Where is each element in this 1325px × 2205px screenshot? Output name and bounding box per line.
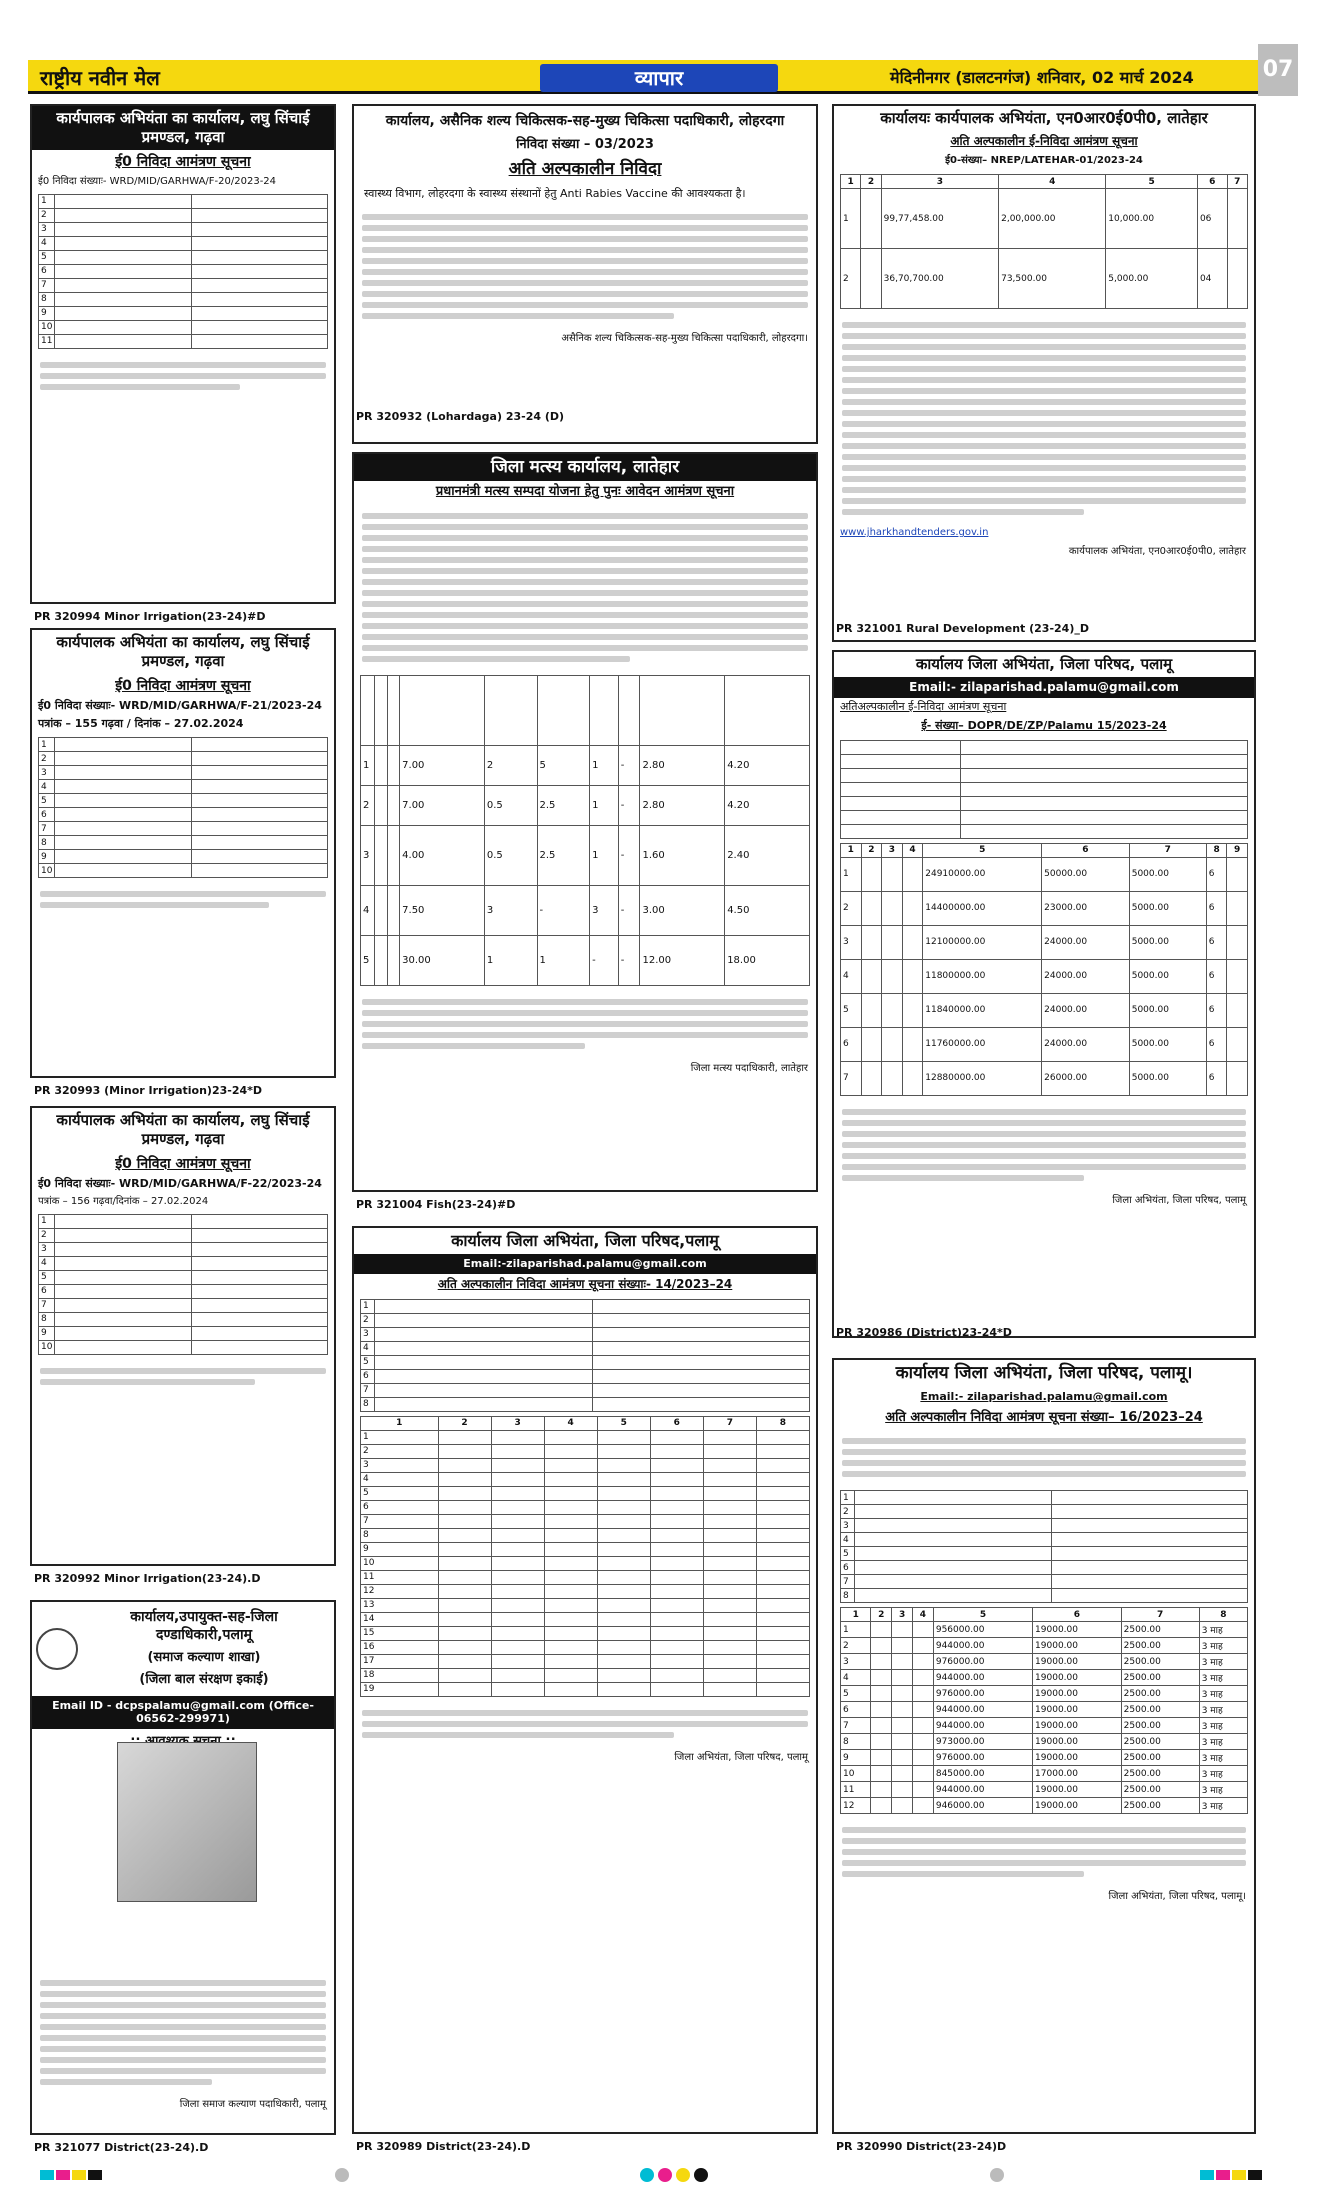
ad-signer: कार्यपालक अभियंता, एन0आर0ई0पी0, लातेहार bbox=[1068, 546, 1246, 558]
ad-body-text bbox=[354, 504, 816, 671]
registration-cyan bbox=[1200, 2170, 1214, 2180]
pr-code: PR 321077 District(23-24).D bbox=[34, 2141, 209, 2154]
dateline: मेदिनीनगर (डालटनगंज) शनिवार, 02 मार्च 2024 bbox=[890, 68, 1194, 87]
ad-body-lead: स्वास्थ्य विभाग, लोहरदगा के स्वास्थ्य संस्थानों हेतु Anti Rabies Vaccine की आवश्यकता है। bbox=[364, 187, 746, 200]
ad-reference: ई- संख्या– DOPR/DE/ZP/Palamu 15/2023-24 bbox=[921, 719, 1167, 733]
tender-table: 1 2 3 4 5 6 7 8 9 10 11 bbox=[38, 194, 328, 349]
ad-body-text bbox=[834, 313, 1254, 524]
ad-footer-text bbox=[354, 990, 816, 1058]
scheme-table: 1 7.00 2 5 1 - 2.80 4.20 2 7.00 0.5 2.5 1 - 2.80 4.20 3 4.00 0.5 2.5 1 - 1.60 2.40 4 7.50 3 - 3 - 3.00 4.50 5 30.00 1 1 - - 12.00 18.00 bbox=[360, 675, 810, 986]
pr-code: PR 320989 District(23-24).D bbox=[356, 2140, 531, 2153]
tender-ad-zila-parishad-14 bbox=[352, 1226, 818, 2134]
ad-body-text bbox=[32, 1359, 334, 1394]
pr-code: PR 320994 Minor Irrigation(23-24)#D bbox=[34, 610, 266, 623]
ad-title: कार्यालय जिला अभियंता, जिला परिषद, पलामू। bbox=[895, 1363, 1193, 1383]
pr-code: PR 320993 (Minor Irrigation)23-24*D bbox=[34, 1084, 263, 1097]
ad-patrank: पत्रांक – 156 गढ़वा/दिनांक – 27.02.2024 bbox=[38, 1195, 209, 1207]
pr-code: PR 320992 Minor Irrigation(23-24).D bbox=[34, 1572, 261, 1585]
ad-email: Email:-zilaparishad.palamu@gmail.com bbox=[354, 1254, 816, 1274]
ad-subtitle: ई0 निविदा आमंत्रण सूचना bbox=[115, 677, 251, 694]
works-table: 1 2 3 4 5 6 7 8 9 1 24910000.00 50000.00 5000.00 6 2 14400000.00 23000.00 5000.00 6 3 12100000.00 24000.00 5000.00 6 4 11800000.00 24000.00 5000.00 6 5 11840000.00 24000.00 5000.00 6 6 11760000.00 24000.00 5000.00 6 7 12880000.00 26000.00 5000.00 6 bbox=[840, 843, 1248, 1096]
child-photo bbox=[117, 1742, 257, 1902]
registration-magenta bbox=[56, 2170, 70, 2180]
ad-line2: (समाज कल्याण शाखा) bbox=[147, 1650, 261, 1665]
ad-title: कार्यपालक अभियंता का कार्यालय, लघु सिंचाई प्रमण्डल, गढ़वा bbox=[56, 633, 310, 670]
ad-subtitle: अतिअल्पकालीन ई-निविदा आमंत्रण सूचना bbox=[840, 699, 1007, 713]
registration-cyan bbox=[40, 2170, 54, 2180]
section-label: व्यापार bbox=[540, 64, 778, 92]
ad-signer: असैनिक शल्य चिकित्सक-सह-मुख्य चिकित्सा पदाधिकारी, लोहरदगा। bbox=[561, 333, 808, 345]
ad-footer-text bbox=[834, 1818, 1254, 1886]
ad-subtitle: ई0 निविदा आमंत्रण सूचना bbox=[115, 153, 251, 170]
registration-dot-yellow bbox=[676, 2168, 690, 2182]
ad-reference: ई0-संख्या– NREP/LATEHAR-01/2023-24 bbox=[945, 154, 1143, 166]
ad-subtitle: अति अल्पकालीन निविदा bbox=[508, 158, 662, 179]
ad-title: कार्यालय,उपायुक्त-सह-जिला दण्डाधिकारी,पलामू bbox=[130, 1609, 278, 1643]
ad-title: कार्यालय जिला अभियंता, जिला परिषद, पलामू bbox=[915, 655, 1173, 673]
works-table: 1 2 3 4 5 6 7 1 99,77,458.00 2,00,000.00 10,000.00 06 2 36,70,700.00 73,500.00 5,000.00 04 bbox=[840, 174, 1248, 309]
ad-body-text bbox=[32, 353, 334, 399]
tender-ad-zila-parishad-16 bbox=[832, 1358, 1256, 2134]
tender-ad-minor-irrigation-20 bbox=[30, 104, 336, 604]
tender-ad-minor-irrigation-22 bbox=[30, 1106, 336, 1566]
ad-signer: जिला समाज कल्याण पदाधिकारी, पलामू bbox=[179, 2099, 326, 2110]
paper-name: राष्ट्रीय नवीन मेल bbox=[40, 66, 160, 90]
ad-subtitle: प्रधानमंत्री मत्स्य सम्पदा योजना हेतु पुनः आवेदन आमंत्रण सूचना bbox=[435, 484, 735, 500]
tender-ad-minor-irrigation-21 bbox=[30, 628, 336, 1078]
ad-line3: (जिला बाल संरक्षण इकाई) bbox=[139, 1672, 269, 1688]
ad-reference: ई0 निविदा संख्याः- WRD/MID/GARHWA/F-21/2023-24 bbox=[38, 698, 322, 712]
tender-table: 1 2 3 4 5 6 7 8 9 10 bbox=[38, 1214, 328, 1355]
ad-footer-text bbox=[354, 1701, 816, 1747]
ad-title: कार्यपालक अभियंता का कार्यालय, लघु सिंचाई प्रमण्डल, गढ़वा bbox=[32, 106, 334, 150]
ad-patrank: पत्रांक – 155 गढ़वा / दिनांक – 27.02.2024 bbox=[38, 716, 244, 730]
ad-title: कार्यालय, असैनिक शल्य चिकित्सक-सह-मुख्य चिकित्सा पदाधिकारी, लोहरदगा bbox=[385, 113, 785, 129]
ad-website-link[interactable]: www.jharkhandtenders.gov.in bbox=[840, 527, 989, 539]
ad-title: कार्यालय जिला अभियंता, जिला परिषद,पलामू bbox=[451, 1231, 719, 1250]
pr-code: PR 321004 Fish(23-24)#D bbox=[356, 1198, 516, 1211]
registration-yellow bbox=[72, 2170, 86, 2180]
registration-dot bbox=[990, 2168, 1004, 2182]
ad-reference: ई0 निविदा संख्याः- WRD/MID/GARHWA/F-22/2023-24 bbox=[38, 1176, 322, 1190]
notice-ad-child-protection bbox=[30, 1600, 336, 2135]
ad-reference: निविदा संख्या – 03/2023 bbox=[516, 136, 654, 152]
works-table: 1 2 3 4 5 6 7 8 1 956000.00 19000.00 2500.00 3 माह 2 944000.00 19000.00 2500.00 3 माह 3 976000.00 19000.00 2500.00 3 माह 4 944000.00 19000.00 2500.00 3 माह 5 976000.00 19000.00 2500.00 3 माह 6 944000.00 19000.00 2500.00 3 माह 7 944000.00 19000.00 2500.00 3 माह 8 973000.00 19000.00 2500.00 3 माह 9 976000.00 19000.00 2500.00 3 माह 10 845000.00 17000.00 2500.00 3 माह 11 944000.00 19000.00 2500.00 3 माह 12 946000.00 19000.00 2500.00 3 माह bbox=[840, 1607, 1248, 1814]
registration-dot bbox=[335, 2168, 349, 2182]
registration-dot-black bbox=[694, 2168, 708, 2182]
ad-signer: जिला अभियंता, जिला परिषद, पलामू। bbox=[1108, 1891, 1246, 1903]
pr-code: PR 320990 District(23-24)D bbox=[836, 2140, 1007, 2153]
registration-black bbox=[1248, 2170, 1262, 2180]
registration-yellow bbox=[1232, 2170, 1246, 2180]
schedule-table: 1 2 3 4 5 6 7 8 bbox=[360, 1299, 810, 1412]
ad-subtitle: अति अल्पकालीन निविदा आमंत्रण सूचना संख्याः- 14/2023–24 bbox=[437, 1276, 733, 1291]
pr-code: PR 320986 (District)23-24*D bbox=[836, 1326, 1012, 1339]
ad-subtitle: अति अल्पकालीन निविदा आमंत्रण सूचना संख्या– 16/2023–24 bbox=[885, 1410, 1203, 1425]
registration-magenta bbox=[1216, 2170, 1230, 2180]
tender-ad-anti-rabies bbox=[352, 104, 818, 444]
ad-footer-text bbox=[834, 1100, 1254, 1190]
ad-title: कार्यपालक अभियंता का कार्यालय, लघु सिंचाई प्रमण्डल, गढ़वा bbox=[56, 1111, 310, 1148]
ad-email: Email ID - dcpspalamu@gmail.com (Office-06562-299971) bbox=[32, 1696, 334, 1730]
schedule-table: 1 2 3 4 5 6 7 8 bbox=[840, 1490, 1248, 1603]
ad-email: Email:- zilaparishad.palamu@gmail.com bbox=[920, 1390, 1168, 1404]
ad-subtitle: ई0 निविदा आमंत्रण सूचना bbox=[115, 1155, 251, 1172]
pr-code: PR 320932 (Lohardaga) 23-24 (D) bbox=[356, 410, 565, 423]
ad-signer: जिला अभियंता, जिला परिषद, पलामू bbox=[674, 1751, 808, 1763]
ad-subtitle: अति अल्पकालीन ई-निविदा आमंत्रण सूचना bbox=[950, 133, 1138, 148]
notice-ad-fisheries bbox=[352, 452, 818, 1192]
ad-email: Email:- zilaparishad.palamu@gmail.com bbox=[834, 677, 1254, 698]
works-table: 1 2 3 4 5 6 7 8 1 2 3 4 5 6 7 8 9 10 11 12 13 14 15 16 17 18 19 bbox=[360, 1416, 810, 1697]
ad-body-text bbox=[834, 1429, 1254, 1486]
ad-reference: ई0 निविदा संख्याः- WRD/MID/GARHWA/F-20/2023-24 bbox=[38, 175, 277, 187]
schedule-table bbox=[840, 740, 1248, 839]
tender-table: 1 2 3 4 5 6 7 8 9 10 bbox=[38, 737, 328, 878]
ad-signer: जिला मत्स्य पदाधिकारी, लातेहार bbox=[690, 1062, 808, 1074]
ad-title: कार्यालयः कार्यपालक अभियंता, एन0आर0ई0पी0, लातेहार bbox=[880, 109, 1208, 127]
registration-black bbox=[88, 2170, 102, 2180]
ad-signer: जिला अभियंता, जिला परिषद, पलामू bbox=[1112, 1194, 1246, 1206]
page-number: 07 bbox=[1258, 44, 1298, 96]
ad-body-text bbox=[32, 882, 334, 917]
registration-dot-magenta bbox=[658, 2168, 672, 2182]
registration-dot-cyan bbox=[640, 2168, 654, 2182]
ad-body-text bbox=[32, 1971, 334, 2094]
tender-ad-zila-parishad-15 bbox=[832, 650, 1256, 1338]
ad-title: जिला मत्स्य कार्यालय, लातेहार bbox=[354, 454, 816, 481]
tender-ad-nrep-latehar bbox=[832, 104, 1256, 642]
ad-body-text bbox=[354, 205, 816, 328]
emblem-logo bbox=[36, 1628, 78, 1670]
pr-code: PR 321001 Rural Development (23-24)_D bbox=[836, 622, 1089, 635]
